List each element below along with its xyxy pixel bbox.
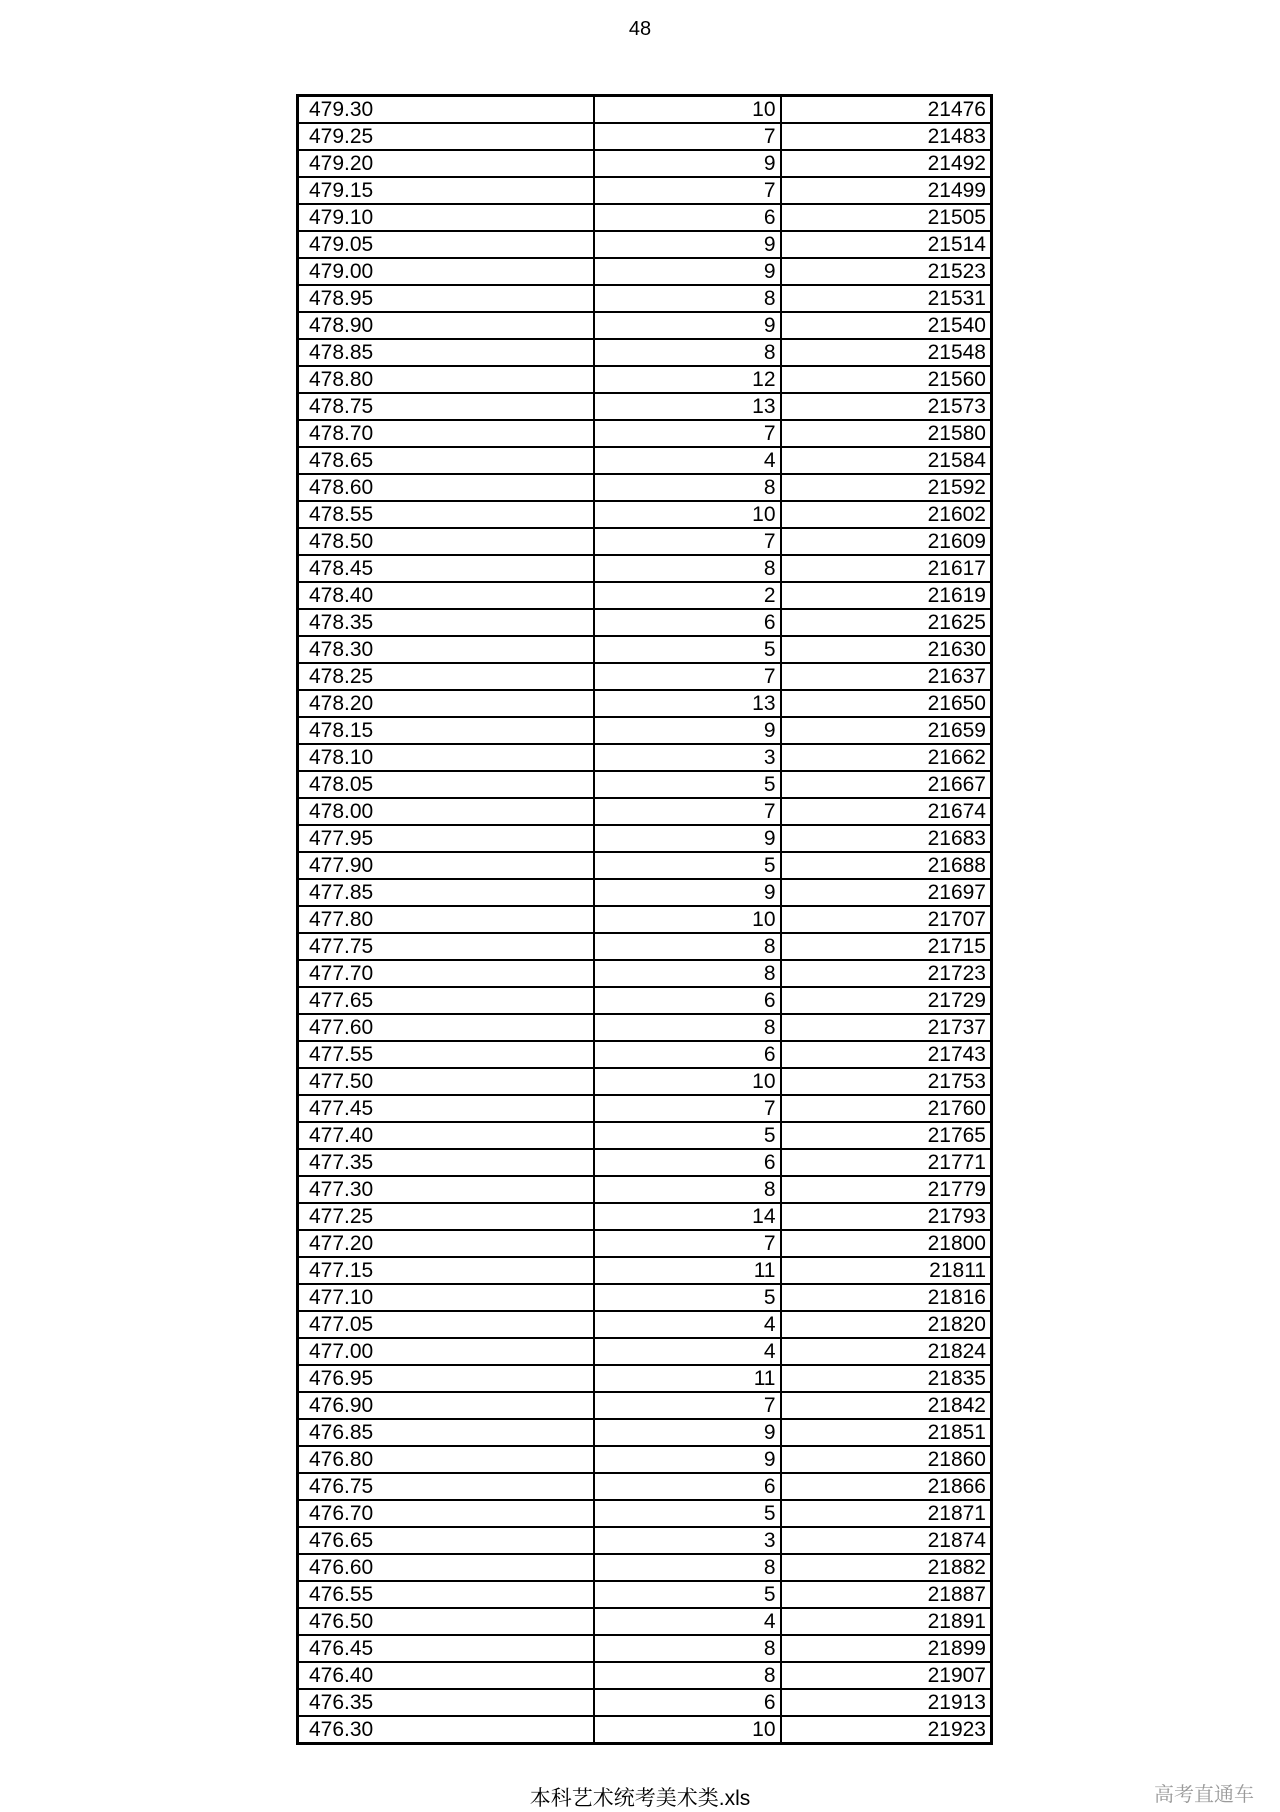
table-row [298,366,992,393]
count-cell: 10 [594,906,781,933]
table-row [298,1473,992,1500]
table-row [298,1203,992,1230]
count-cell: 6 [594,987,781,1014]
score-cell: 476.80 [298,1446,594,1473]
score-cell: 478.65 [298,447,594,474]
cumulative-cell: 21531 [781,285,992,312]
count-cell: 7 [594,420,781,447]
count-cell: 11 [594,1257,781,1284]
watermark-text: 高考直通车 [1154,1784,1254,1806]
table-row [298,1095,992,1122]
count-cell: 4 [594,1608,781,1635]
score-cell: 478.20 [298,690,594,717]
count-cell: 2 [594,582,781,609]
score-cell: 476.35 [298,1689,594,1716]
score-cell: 476.45 [298,1635,594,1662]
score-cell: 476.55 [298,1581,594,1608]
cumulative-cell: 21793 [781,1203,992,1230]
count-cell: 8 [594,1635,781,1662]
count-cell: 10 [594,1716,781,1744]
score-cell: 477.95 [298,825,594,852]
score-cell: 478.55 [298,501,594,528]
score-cell: 478.30 [298,636,594,663]
footer-filename: 本科艺术统考美术类.xls [529,1787,751,1810]
table-row [298,447,992,474]
cumulative-cell: 21514 [781,231,992,258]
cumulative-cell: 21707 [781,906,992,933]
score-cell: 477.40 [298,1122,594,1149]
score-cell: 477.90 [298,852,594,879]
cumulative-cell: 21617 [781,555,992,582]
count-cell: 6 [594,609,781,636]
cumulative-cell: 21650 [781,690,992,717]
count-cell: 5 [594,771,781,798]
count-cell: 13 [594,690,781,717]
table-row [298,1311,992,1338]
cumulative-cell: 21816 [781,1284,992,1311]
count-cell: 5 [594,1284,781,1311]
table-row [298,1392,992,1419]
table-row [298,1689,992,1716]
cumulative-cell: 21907 [781,1662,992,1689]
cumulative-cell: 21851 [781,1419,992,1446]
cumulative-cell: 21609 [781,528,992,555]
table-row [298,933,992,960]
score-cell: 478.60 [298,474,594,501]
count-cell: 3 [594,1527,781,1554]
table-row [298,852,992,879]
cumulative-cell: 21771 [781,1149,992,1176]
table-row [298,1257,992,1284]
table-row [298,1122,992,1149]
cumulative-cell: 21882 [781,1554,992,1581]
count-cell: 8 [594,960,781,987]
score-cell: 478.80 [298,366,594,393]
cumulative-cell: 21899 [781,1635,992,1662]
table-row [298,1230,992,1257]
table-row [298,960,992,987]
count-cell: 8 [594,933,781,960]
cumulative-cell: 21625 [781,609,992,636]
count-cell: 10 [594,1068,781,1095]
count-cell: 12 [594,366,781,393]
table-row [298,1176,992,1203]
score-cell: 477.00 [298,1338,594,1365]
cumulative-cell: 21662 [781,744,992,771]
score-cell: 479.05 [298,231,594,258]
table-row [298,987,992,1014]
table-row [298,1662,992,1689]
cumulative-cell: 21737 [781,1014,992,1041]
table-row [298,96,992,124]
count-cell: 6 [594,1149,781,1176]
table-row [298,258,992,285]
page-number: 48 [628,18,652,40]
table-row [298,123,992,150]
count-cell: 6 [594,1473,781,1500]
count-cell: 7 [594,123,781,150]
table-row [298,555,992,582]
table-row [298,1635,992,1662]
score-cell: 476.75 [298,1473,594,1500]
count-cell: 8 [594,339,781,366]
count-cell: 7 [594,1392,781,1419]
score-cell: 478.40 [298,582,594,609]
table-row [298,663,992,690]
table-row [298,1716,992,1744]
score-cell: 477.50 [298,1068,594,1095]
table-row [298,582,992,609]
table-row [298,825,992,852]
score-cell: 478.25 [298,663,594,690]
cumulative-cell: 21779 [781,1176,992,1203]
count-cell: 6 [594,204,781,231]
score-cell: 479.00 [298,258,594,285]
score-cell: 476.60 [298,1554,594,1581]
score-cell: 476.85 [298,1419,594,1446]
table-body [298,96,992,1744]
table-row [298,690,992,717]
count-cell: 8 [594,1662,781,1689]
score-cell: 478.50 [298,528,594,555]
score-cell: 479.20 [298,150,594,177]
count-cell: 5 [594,1581,781,1608]
score-cell: 477.65 [298,987,594,1014]
count-cell: 7 [594,798,781,825]
table-row [298,717,992,744]
count-cell: 9 [594,231,781,258]
cumulative-cell: 21866 [781,1473,992,1500]
cumulative-cell: 21715 [781,933,992,960]
cumulative-cell: 21874 [781,1527,992,1554]
table-row [298,744,992,771]
cumulative-cell: 21842 [781,1392,992,1419]
cumulative-cell: 21760 [781,1095,992,1122]
table-row [298,879,992,906]
table-row [298,1527,992,1554]
cumulative-cell: 21592 [781,474,992,501]
cumulative-cell: 21765 [781,1122,992,1149]
cumulative-cell: 21659 [781,717,992,744]
score-cell: 477.70 [298,960,594,987]
cumulative-cell: 21743 [781,1041,992,1068]
count-cell: 10 [594,501,781,528]
count-cell: 6 [594,1041,781,1068]
cumulative-cell: 21688 [781,852,992,879]
cumulative-cell: 21729 [781,987,992,1014]
count-cell: 5 [594,852,781,879]
cumulative-cell: 21492 [781,150,992,177]
cumulative-cell: 21499 [781,177,992,204]
score-cell: 476.65 [298,1527,594,1554]
table-row [298,177,992,204]
score-cell: 478.00 [298,798,594,825]
score-cell: 477.25 [298,1203,594,1230]
score-cell: 477.15 [298,1257,594,1284]
score-cell: 476.70 [298,1500,594,1527]
count-cell: 13 [594,393,781,420]
score-cell: 477.60 [298,1014,594,1041]
score-cell: 478.75 [298,393,594,420]
cumulative-cell: 21573 [781,393,992,420]
cumulative-cell: 21860 [781,1446,992,1473]
table-row [298,420,992,447]
cumulative-cell: 21602 [781,501,992,528]
cumulative-cell: 21560 [781,366,992,393]
cumulative-cell: 21619 [781,582,992,609]
table-row [298,204,992,231]
table-row [298,1068,992,1095]
count-cell: 6 [594,1689,781,1716]
table-row [298,528,992,555]
cumulative-cell: 21820 [781,1311,992,1338]
count-cell: 7 [594,177,781,204]
count-cell: 8 [594,1176,781,1203]
score-cell: 477.35 [298,1149,594,1176]
score-cell: 479.15 [298,177,594,204]
cumulative-cell: 21753 [781,1068,992,1095]
count-cell: 5 [594,1500,781,1527]
cumulative-cell: 21913 [781,1689,992,1716]
table-row [298,1500,992,1527]
cumulative-cell: 21811 [781,1257,992,1284]
count-cell: 8 [594,285,781,312]
score-cell: 479.25 [298,123,594,150]
score-cell: 478.05 [298,771,594,798]
cumulative-cell: 21871 [781,1500,992,1527]
table-row [298,906,992,933]
cumulative-cell: 21923 [781,1716,992,1744]
cumulative-cell: 21548 [781,339,992,366]
score-cell: 479.30 [298,96,594,124]
cumulative-cell: 21824 [781,1338,992,1365]
count-cell: 7 [594,663,781,690]
cumulative-cell: 21637 [781,663,992,690]
score-cell: 477.75 [298,933,594,960]
table-row [298,1446,992,1473]
table-row [298,150,992,177]
cumulative-cell: 21723 [781,960,992,987]
table-row [298,1014,992,1041]
count-cell: 3 [594,744,781,771]
table-row [298,1419,992,1446]
cumulative-cell: 21697 [781,879,992,906]
count-cell: 4 [594,1338,781,1365]
score-cell: 477.45 [298,1095,594,1122]
table-row [298,1581,992,1608]
count-cell: 9 [594,258,781,285]
table-row [298,609,992,636]
table-row [298,285,992,312]
score-cell: 477.30 [298,1176,594,1203]
count-cell: 9 [594,879,781,906]
score-cell: 478.45 [298,555,594,582]
cumulative-cell: 21887 [781,1581,992,1608]
score-cell: 476.50 [298,1608,594,1635]
count-cell: 7 [594,528,781,555]
table-row [298,1338,992,1365]
count-cell: 7 [594,1095,781,1122]
score-cell: 477.05 [298,1311,594,1338]
score-cell: 477.80 [298,906,594,933]
table-row [298,1149,992,1176]
score-cell: 479.10 [298,204,594,231]
score-cell: 478.15 [298,717,594,744]
cumulative-cell: 21540 [781,312,992,339]
cumulative-cell: 21523 [781,258,992,285]
score-cell: 476.40 [298,1662,594,1689]
count-cell: 8 [594,1554,781,1581]
count-cell: 5 [594,1122,781,1149]
count-cell: 9 [594,1446,781,1473]
count-cell: 7 [594,1230,781,1257]
score-cell: 477.55 [298,1041,594,1068]
count-cell: 9 [594,150,781,177]
score-cell: 478.90 [298,312,594,339]
table-row [298,312,992,339]
count-cell: 9 [594,1419,781,1446]
count-cell: 8 [594,555,781,582]
table-row [298,1365,992,1392]
score-cell: 477.10 [298,1284,594,1311]
cumulative-cell: 21630 [781,636,992,663]
score-distribution-table [296,94,993,1745]
count-cell: 9 [594,825,781,852]
cumulative-cell: 21835 [781,1365,992,1392]
table-row [298,1284,992,1311]
score-cell: 477.20 [298,1230,594,1257]
score-cell: 476.30 [298,1716,594,1744]
table-row [298,798,992,825]
count-cell: 9 [594,312,781,339]
table-row [298,771,992,798]
table-row [298,501,992,528]
score-cell: 478.35 [298,609,594,636]
score-cell: 478.95 [298,285,594,312]
cumulative-cell: 21580 [781,420,992,447]
cumulative-cell: 21683 [781,825,992,852]
count-cell: 4 [594,1311,781,1338]
cumulative-cell: 21667 [781,771,992,798]
cumulative-cell: 21483 [781,123,992,150]
count-cell: 14 [594,1203,781,1230]
table-row [298,393,992,420]
count-cell: 8 [594,1014,781,1041]
score-cell: 477.85 [298,879,594,906]
count-cell: 9 [594,717,781,744]
score-cell: 478.70 [298,420,594,447]
score-cell: 478.85 [298,339,594,366]
cumulative-cell: 21891 [781,1608,992,1635]
table-row [298,1041,992,1068]
table-row [298,1608,992,1635]
table-row [298,231,992,258]
count-cell: 8 [594,474,781,501]
score-cell: 476.90 [298,1392,594,1419]
count-cell: 10 [594,96,781,124]
cumulative-cell: 21800 [781,1230,992,1257]
table-row [298,474,992,501]
score-cell: 476.95 [298,1365,594,1392]
table-row [298,1554,992,1581]
count-cell: 4 [594,447,781,474]
cumulative-cell: 21505 [781,204,992,231]
cumulative-cell: 21584 [781,447,992,474]
table-row [298,636,992,663]
cumulative-cell: 21674 [781,798,992,825]
table-row [298,339,992,366]
score-cell: 478.10 [298,744,594,771]
count-cell: 11 [594,1365,781,1392]
count-cell: 5 [594,636,781,663]
cumulative-cell: 21476 [781,96,992,124]
